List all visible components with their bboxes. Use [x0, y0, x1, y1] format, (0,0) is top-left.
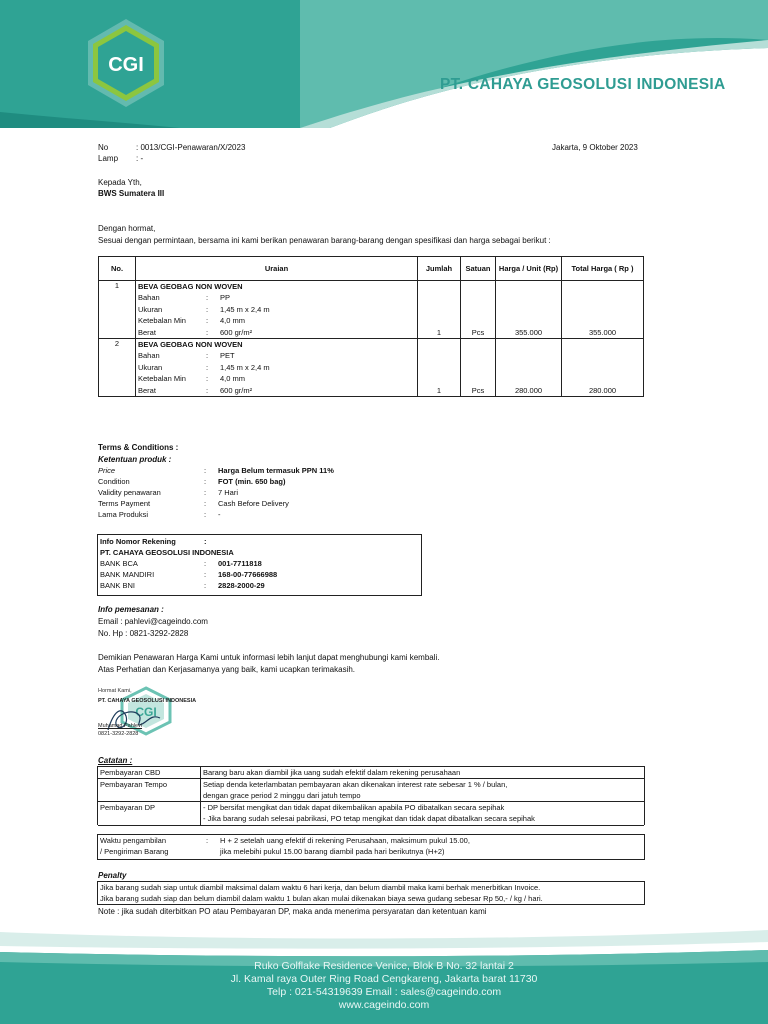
terms-sep: :	[204, 466, 207, 475]
signature-company: PT. CAHAYA GEOSOLUSI INDONESIA	[98, 698, 197, 704]
row-jumlah: 1	[418, 281, 461, 339]
terms-sep: :	[204, 477, 207, 486]
company-name: PT. CAHAYA GEOSOLUSI INDONESIA	[440, 76, 726, 93]
bank-account-number: 001-7711818	[218, 559, 262, 568]
closing-line-1: Demikian Penawaran Harga Kami untuk informasi lebih lanjut dapat menghubungi kami kembali.	[98, 653, 440, 662]
closing-line-2: Atas Perhatian dan Kerjasamanya yang baik, kami ucapkan terimakasih.	[98, 665, 356, 674]
spec-sep: :	[206, 293, 209, 302]
delivery-value-line: H + 2 setelah uang efektif di rekening Perusahaan, maksimum pukul 15.00,	[220, 836, 470, 845]
signature-regards: Hormat Kami,	[98, 688, 132, 694]
signature-phone: 0821-3292-2828	[98, 731, 139, 737]
spec-row	[138, 385, 415, 397]
penalty-note: Note : jika sudah diterbitkan PO atau Pembayaran DP, maka anda menerima persyaratan dan ketentuan kami	[98, 907, 487, 916]
spec-sep: :	[206, 316, 209, 325]
penalty-line-1: Jika barang sudah siap untuk diambil maksimal dalam waktu 6 hari kerja, dan belum diambil maka kami berhak menerbitkan Invoice.	[100, 883, 541, 892]
contact-title: Info pemesanan :	[98, 605, 164, 614]
signature-block	[98, 686, 228, 742]
row-satuan: Pcs	[461, 281, 496, 339]
spec-value: PP	[220, 293, 231, 302]
terms-row	[98, 487, 334, 498]
bank-account-row	[100, 580, 419, 591]
letter-date: Jakarta, 9 Oktober 2023	[552, 143, 638, 152]
spec-key: Berat	[138, 385, 156, 395]
recipient-name: BWS Sumatera III	[98, 189, 165, 198]
spec-row	[138, 292, 415, 304]
table-header-row	[99, 257, 644, 281]
spec-row	[138, 350, 415, 362]
notes-value-line: - DP bersifat mengikat dan tidak dapat dikembalikan apabila PO dibatalkan secara sepihak	[203, 803, 505, 812]
penalty-title: Penalty	[98, 871, 127, 880]
footer-address-2: Jl. Kamal raya Outer Ring Road Cengkareng, Jakarta barat 11730	[230, 973, 538, 985]
spec-row	[138, 304, 415, 316]
spec-value: 600 gr/m²	[220, 385, 253, 395]
row-description	[136, 339, 418, 397]
col-jumlah: Jumlah	[418, 257, 461, 281]
table-row	[99, 339, 644, 397]
notes-value-line: Setiap denda keterlambatan pembayaran akan dikenakan interest rate sebesar 1 % / bulan,	[203, 780, 508, 789]
notes-table	[97, 766, 645, 825]
spec-sep: :	[206, 327, 209, 337]
notes-title: Catatan :	[98, 756, 133, 765]
terms-sep: :	[204, 488, 207, 497]
bank-sep: :	[204, 581, 207, 590]
notes-value	[201, 779, 507, 801]
terms-row	[98, 498, 334, 509]
offer-table	[98, 256, 644, 397]
terms-value: 7 Hari	[218, 488, 239, 497]
bank-account-row	[100, 569, 419, 580]
spec-sep: :	[206, 304, 209, 314]
notes-value: Barang baru akan diambil jika uang sudah efektif dalam rekening perusahaan	[203, 768, 461, 777]
delivery-key	[98, 835, 206, 857]
item-name: BEVA GEOBAG NON WOVEN	[138, 340, 243, 349]
spec-value: 1,45 m x 2,4 m	[220, 304, 270, 314]
letter-lamp-value: : -	[136, 154, 144, 163]
col-harga: Harga / Unit (Rp)	[496, 257, 562, 281]
item-name: BEVA GEOBAG NON WOVEN	[138, 282, 243, 291]
spec-value: 4,0 mm	[220, 374, 246, 383]
spec-row	[138, 315, 415, 327]
bank-sep: :	[204, 559, 207, 568]
row-harga: 355.000	[496, 281, 562, 339]
terms-row	[98, 509, 334, 520]
contact-phone: No. Hp : 0821-3292-2828	[98, 629, 189, 638]
spec-sep: :	[206, 362, 209, 372]
terms-value: FOT (min. 650 bag)	[218, 477, 286, 486]
bank-account-number: 2828-2000-29	[218, 581, 265, 590]
spec-key: Ketebalan Min	[138, 374, 186, 383]
delivery-box	[97, 834, 645, 860]
intro-text: Sesuai dengan permintaan, bersama ini kami berikan penawaran barang-barang dengan spesifikasi dan harga sebagai berikut :	[98, 236, 551, 245]
terms-title: Terms & Conditions :	[98, 443, 179, 452]
row-total: 280.000	[562, 339, 644, 397]
spec-key: Berat	[138, 327, 156, 337]
delivery-key-line: Waktu pengambilan	[100, 836, 167, 845]
contact-email[interactable]: Email : pahlevi@cageindo.com	[98, 617, 208, 626]
greeting: Dengan hormat,	[98, 224, 156, 233]
spec-key: Ketebalan Min	[138, 316, 186, 325]
spec-key: Ukuran	[138, 362, 163, 372]
notes-row	[98, 767, 644, 779]
bank-name: BANK BNI	[100, 581, 136, 590]
bank-title-row	[100, 536, 419, 547]
delivery-value	[220, 835, 470, 857]
spec-value: PET	[220, 351, 235, 360]
delivery-row	[98, 835, 644, 857]
terms-key: Validity penawaran	[98, 488, 161, 497]
bank-account-number: 168-00-77666988	[218, 570, 278, 579]
cgi-logo	[80, 17, 172, 109]
spec-key: Ukuran	[138, 304, 163, 314]
terms-value: Cash Before Delivery	[218, 499, 289, 508]
row-harga: 280.000	[496, 339, 562, 397]
row-no: 2	[99, 339, 136, 397]
letter-no-label: No	[98, 143, 109, 152]
spec-sep: :	[206, 374, 209, 383]
terms-sep: :	[204, 510, 207, 519]
spec-key: Bahan	[138, 293, 160, 302]
spec-row	[138, 373, 415, 385]
footer-address-1: Ruko Golflake Residence Venice, Blok B No. 32 lantai 2	[254, 960, 514, 972]
terms-value: Harga Belum termasuk PPN 11%	[218, 466, 334, 475]
terms-key: Condition	[98, 477, 130, 486]
terms-row	[98, 465, 334, 476]
terms-key: Terms Payment	[98, 499, 151, 508]
terms-list	[98, 465, 334, 520]
bank-info-box	[97, 534, 422, 596]
bank-company: PT. CAHAYA GEOSOLUSI INDONESIA	[100, 548, 234, 557]
col-uraian: Uraian	[136, 257, 418, 281]
signature-name: Muhamad Pahlevi	[98, 723, 143, 729]
spec-key: Bahan	[138, 351, 160, 360]
footer-contact: Telp : 021-54319639 Email : sales@cageindo.com	[266, 986, 502, 998]
stamp-text: CGI	[135, 705, 157, 719]
terms-sep: :	[204, 499, 207, 508]
terms-key: Lama Produksi	[98, 510, 149, 519]
bank-title-sep: :	[204, 537, 207, 546]
penalty-box	[97, 881, 645, 905]
spec-value: 4,0 mm	[220, 316, 246, 325]
spec-row	[138, 362, 415, 374]
spec-row	[138, 327, 415, 339]
spec-value: 1,45 m x 2,4 m	[220, 362, 270, 372]
col-no: No.	[99, 257, 136, 281]
table-row	[99, 281, 644, 339]
notes-value	[201, 802, 535, 825]
notes-row	[98, 779, 644, 802]
letter-lamp-label: Lamp	[98, 154, 119, 163]
terms-key: Price	[98, 466, 116, 475]
row-no: 1	[99, 281, 136, 339]
row-description	[136, 281, 418, 339]
col-satuan: Satuan	[461, 257, 496, 281]
letter-no-value: : 0013/CGI-Penawaran/X/2023	[136, 143, 246, 152]
col-total: Total Harga ( Rp )	[562, 257, 644, 281]
logo-text: CGI	[108, 54, 144, 76]
notes-key: Pembayaran Tempo	[98, 779, 201, 801]
terms-value: -	[218, 510, 221, 519]
row-jumlah: 1	[418, 339, 461, 397]
row-satuan: Pcs	[461, 339, 496, 397]
bank-name: BANK BCA	[100, 559, 138, 568]
spec-value: 600 gr/m²	[220, 327, 253, 337]
spec-sep: :	[206, 351, 209, 360]
notes-key: Pembayaran CBD	[98, 767, 201, 778]
terms-subtitle: Ketentuan produk :	[98, 455, 172, 464]
recipient-label: Kepada Yth,	[98, 178, 142, 187]
delivery-key-line: / Pengiriman Barang	[100, 847, 169, 856]
notes-row	[98, 802, 644, 826]
delivery-value-line: jika melebihi pukul 15.00 barang diambil pada hari berikutnya (H+2)	[220, 847, 445, 856]
bank-title: Info Nomor Rekening	[100, 537, 176, 546]
row-total: 355.000	[562, 281, 644, 339]
terms-row	[98, 476, 334, 487]
notes-value-line: - Jika barang sudah selesai pabrikasi, PO tetap mengikat dan tidak dapat dibatalkan secara sepihak	[203, 814, 535, 823]
notes-key: Pembayaran DP	[98, 802, 201, 825]
penalty-line-2: Jika barang sudah siap dan belum diambil dalam waktu 1 bulan akan mulai dikenakan biaya sewa gudang sebesar Rp 50,- / kg / hari.	[100, 894, 543, 903]
spec-sep: :	[206, 385, 209, 395]
notes-value-line: dengan grace period 2 minggu dari jatuh tempo	[203, 791, 361, 800]
footer-website[interactable]: www.cageindo.com	[338, 999, 430, 1011]
bank-name: BANK MANDIRI	[100, 570, 155, 579]
delivery-sep: :	[206, 836, 209, 845]
bank-account-row	[100, 558, 419, 569]
bank-sep: :	[204, 570, 207, 579]
